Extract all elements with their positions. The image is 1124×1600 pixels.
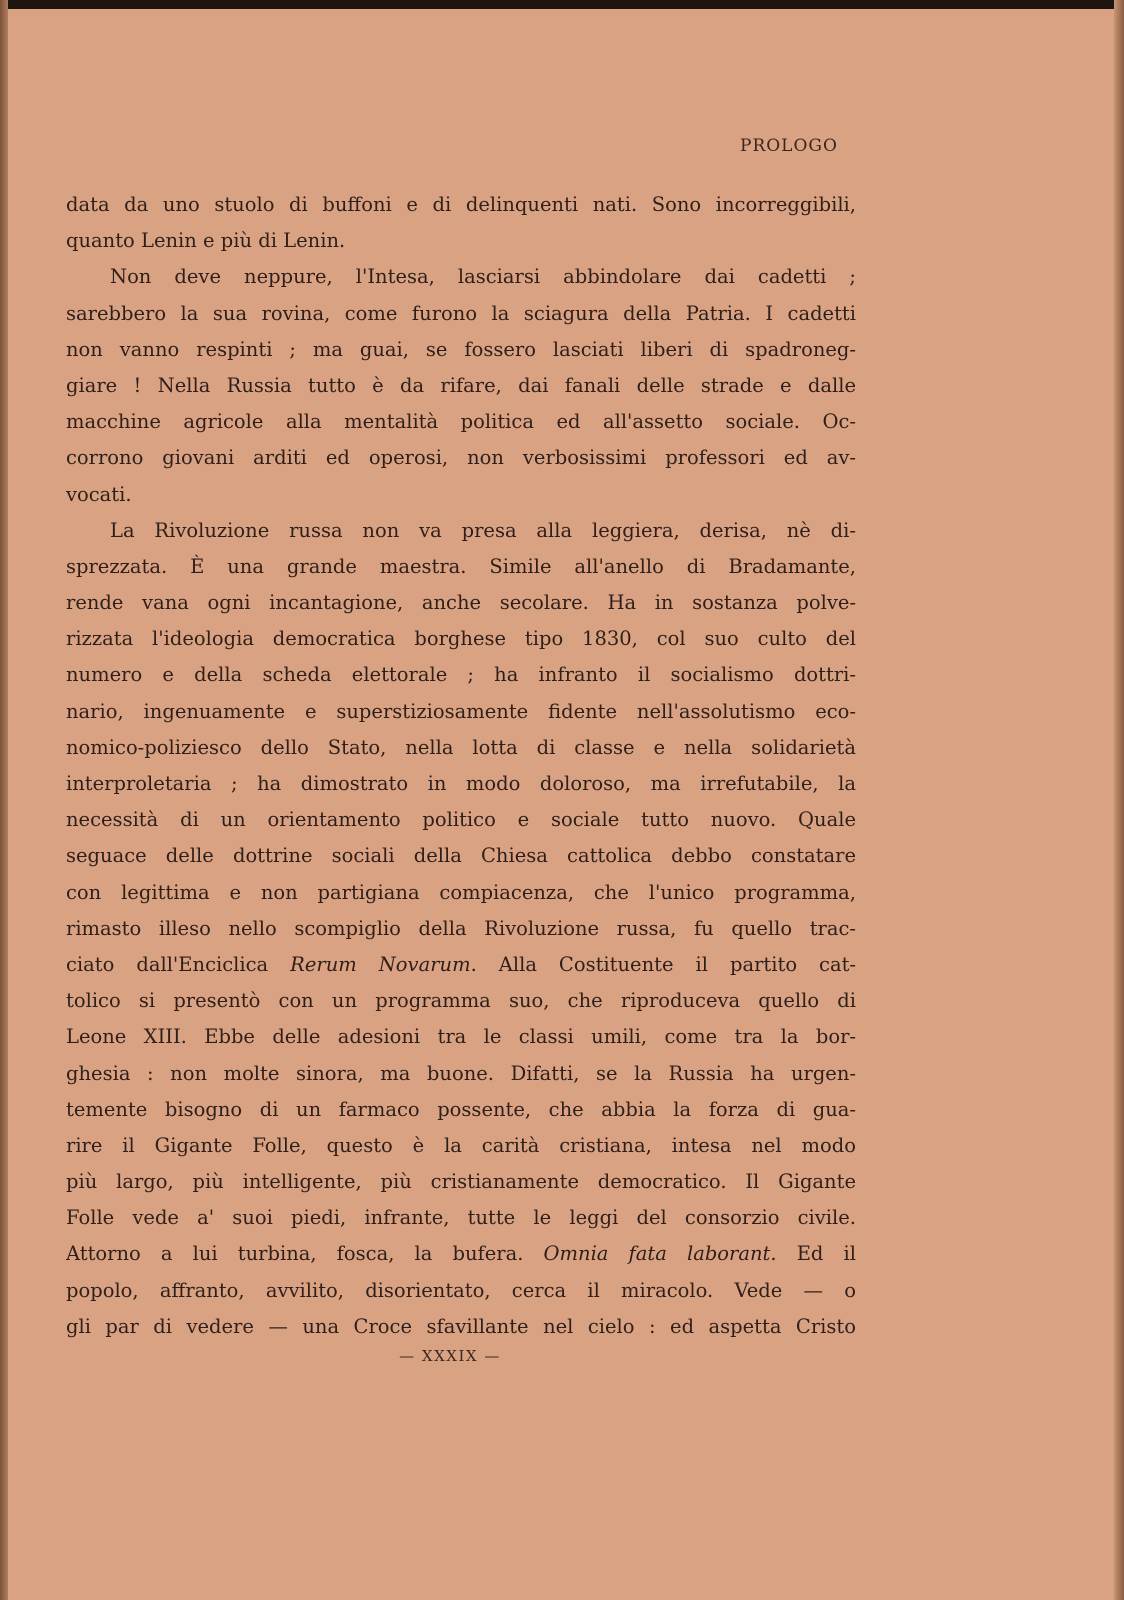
text-line: Leone XIII. Ebbe delle adesioni tra le classi umili, come tra la bor- — [66, 1025, 856, 1049]
text-line: giare ! Nella Russia tutto è da rifare, dai fanali delle strade e dalle — [66, 373, 856, 397]
text-line: gli par di vedere — una Croce sfavillante nel cielo : ed aspetta Cristo — [66, 1314, 856, 1338]
text-line: temente bisogno di un farmaco possente, che abbia la forza di gua- — [66, 1097, 856, 1121]
text-line: data da uno stuolo di buffoni e di delinquenti nati. Sono incorreggibili, — [66, 193, 856, 216]
text-line: rende vana ogni incantagione, anche secolare. Ha in sostanza polve- — [66, 591, 856, 615]
text-line: numero e della scheda elettorale ; ha infranto il socialismo dottri- — [66, 663, 856, 687]
body-text — [66, 187, 856, 1345]
scan-left-edge — [0, 0, 8, 1600]
text-line: Attorno a lui turbina, fosca, la bufera. Omnia fata laborant. Ed il — [66, 1242, 856, 1266]
text-line: nario, ingenuamente e superstiziosamente fidente nell'assolutismo eco- — [66, 699, 856, 723]
text-line: con legittima e non partigiana compiacenza, che l'unico programma, — [66, 880, 856, 904]
text-line: rizzata l'ideologia democratica borghese tipo 1830, col suo culto del — [66, 627, 856, 651]
text-line: La Rivoluzione russa non va presa alla leggiera, derisa, nè di- — [110, 518, 856, 542]
text-line: corrono giovani arditi ed operosi, non verbosissimi professori ed av- — [66, 446, 856, 470]
text-line: non vanno respinti ; ma guai, se fossero lasciati liberi di spadroneg- — [66, 337, 856, 361]
text-line: sarebbero la sua rovina, come furono la sciagura della Patria. I cadetti — [66, 301, 856, 325]
text-line: ghesia : non molte sinora, ma buone. Difatti, se la Russia ha urgen- — [66, 1061, 856, 1085]
text-line: popolo, affranto, avvilito, disorientato, cerca il miracolo. Vede — o — [66, 1278, 856, 1302]
scan-top-edge — [0, 0, 1124, 9]
text-line: tolico si presentò con un programma suo, che riproduceva quello di — [66, 989, 856, 1013]
text-line: interproletaria ; ha dimostrato in modo doloroso, ma irrefutabile, la — [66, 772, 856, 795]
text-line: Folle vede a' suoi piedi, infrante, tutte le leggi del consorzio civile. — [66, 1206, 856, 1230]
text-line: quanto Lenin e più di Lenin. — [66, 229, 346, 253]
text-line: vocati. — [66, 482, 132, 506]
text-line: nomico-poliziesco dello Stato, nella lotta di classe e nella solidarietà — [66, 735, 856, 759]
scan-right-edge — [1114, 0, 1124, 1600]
text-line: ciato dall'Enciclica Rerum Novarum. Alla Costituente il partito cat- — [66, 952, 856, 976]
text-line: macchine agricole alla mentalità politica ed all'assetto sociale. Oc- — [66, 410, 856, 434]
text-line: rire il Gigante Folle, questo è la carità cristiana, intesa nel modo — [66, 1133, 856, 1157]
page-number: — XXXIX — — [399, 1347, 501, 1365]
text-line: rimasto illeso nello scompiglio della Rivoluzione russa, fu quello trac- — [66, 916, 856, 940]
text-line: più largo, più intelligente, più cristianamente democratico. Il Gigante — [66, 1170, 856, 1194]
text-line: necessità di un orientamento politico e sociale tutto nuovo. Quale — [66, 808, 856, 832]
text-line: sprezzata. È una grande maestra. Simile all'anello di Bradamante, — [66, 554, 856, 578]
text-line: Non deve neppure, l'Intesa, lasciarsi abbindolare dai cadetti ; — [110, 265, 856, 289]
text-line: seguace delle dottrine sociali della Chiesa cattolica debbo constatare — [66, 844, 856, 868]
running-head: PROLOGO — [740, 136, 838, 156]
